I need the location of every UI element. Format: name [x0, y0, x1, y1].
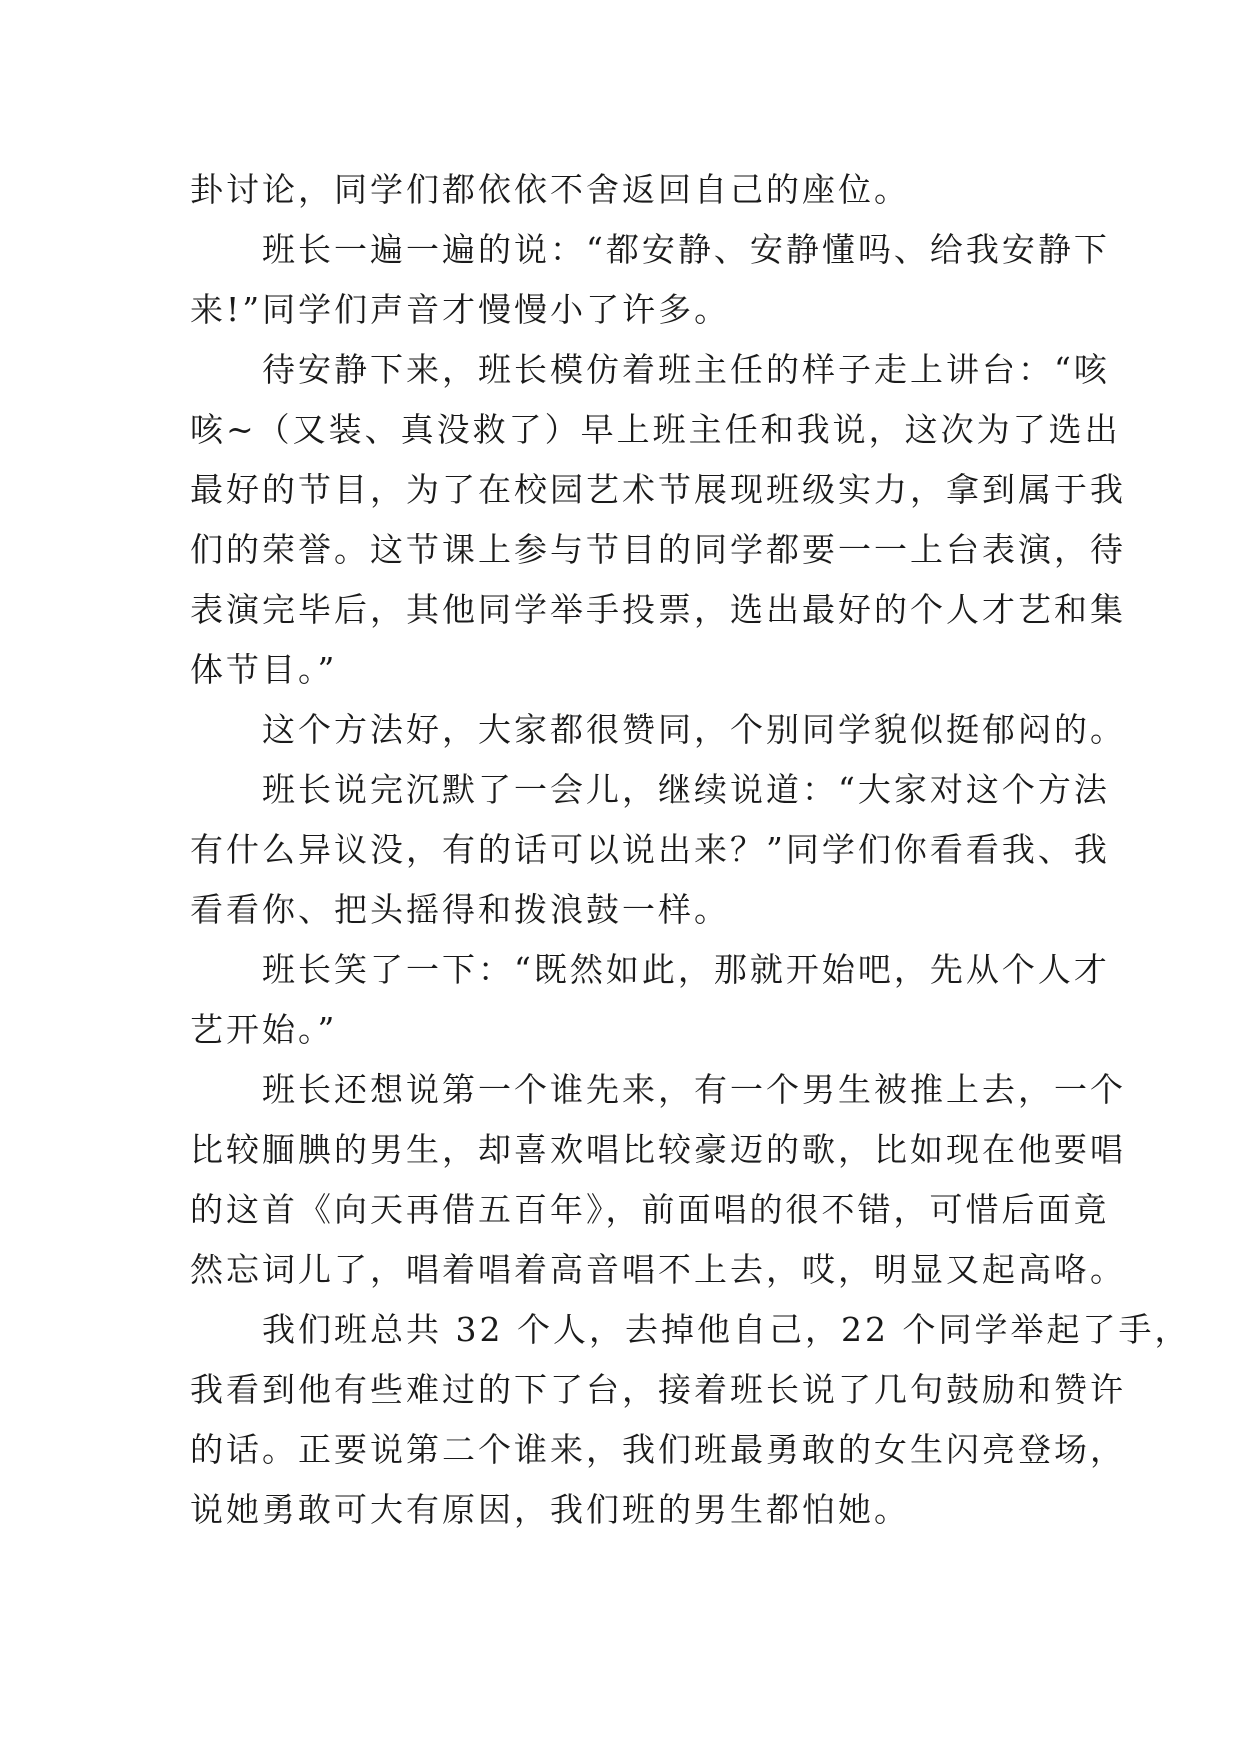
- text-line: 咳~（又装、真没救了）早上班主任和我说，这次为了选出: [190, 410, 1121, 449]
- text-line: 待安静下来，班长模仿着班主任的样子走上讲台：“咳: [190, 350, 1110, 389]
- text-line: 比较腼腆的男生，却喜欢唱比较豪迈的歌，比如现在他要唱: [190, 1130, 1126, 1169]
- text-line: 艺开始。”: [190, 1010, 338, 1049]
- text-line: 这个方法好，大家都很赞同，个别同学貌似挺郁闷的。: [190, 710, 1126, 749]
- text-line: 来!”同学们声音才慢慢小了许多。: [190, 290, 731, 329]
- text-line: 表演完毕后，其他同学举手投票，选出最好的个人才艺和集: [190, 590, 1126, 629]
- text-line: 然忘词儿了，唱着唱着高音唱不上去，哎，明显又起高咯。: [190, 1250, 1126, 1289]
- text-line: 我们班总共 32 个人，去掉他自己，22 个同学举起了手，: [190, 1310, 1191, 1349]
- text-line: 的这首《向天再借五百年》，前面唱的很不错，可惜后面竟: [190, 1190, 1110, 1229]
- text-line: 有什么异议没，有的话可以说出来？”同学们你看看我、我: [190, 830, 1110, 869]
- text-line: 班长笑了一下：“既然如此，那就开始吧，先从个人才: [190, 950, 1110, 989]
- text-line: 我看到他有些难过的下了台，接着班长说了几句鼓励和赞许: [190, 1370, 1126, 1409]
- text-line: 班长说完沉默了一会儿，继续说道：“大家对这个方法: [190, 770, 1110, 809]
- text-line: 最好的节目，为了在校园艺术节展现班级实力，拿到属于我: [190, 470, 1126, 509]
- text-line: 说她勇敢可大有原因，我们班的男生都怕她。: [190, 1490, 910, 1529]
- text-line: 体节目。”: [190, 650, 338, 689]
- body-text: [190, 160, 1191, 1540]
- text-line: 们的荣誉。这节课上参与节目的同学都要一一上台表演，待: [190, 530, 1126, 569]
- text-line: 班长还想说第一个谁先来，有一个男生被推上去，一个: [190, 1070, 1126, 1109]
- text-line: 卦讨论，同学们都依依不舍返回自己的座位。: [190, 170, 910, 209]
- text-line: 看看你、把头摇得和拨浪鼓一样。: [190, 890, 730, 929]
- text-line: 班长一遍一遍的说：“都安静、安静懂吗、给我安静下: [190, 230, 1110, 269]
- text-line: 的话。正要说第二个谁来，我们班最勇敢的女生闪亮登场，: [190, 1430, 1126, 1469]
